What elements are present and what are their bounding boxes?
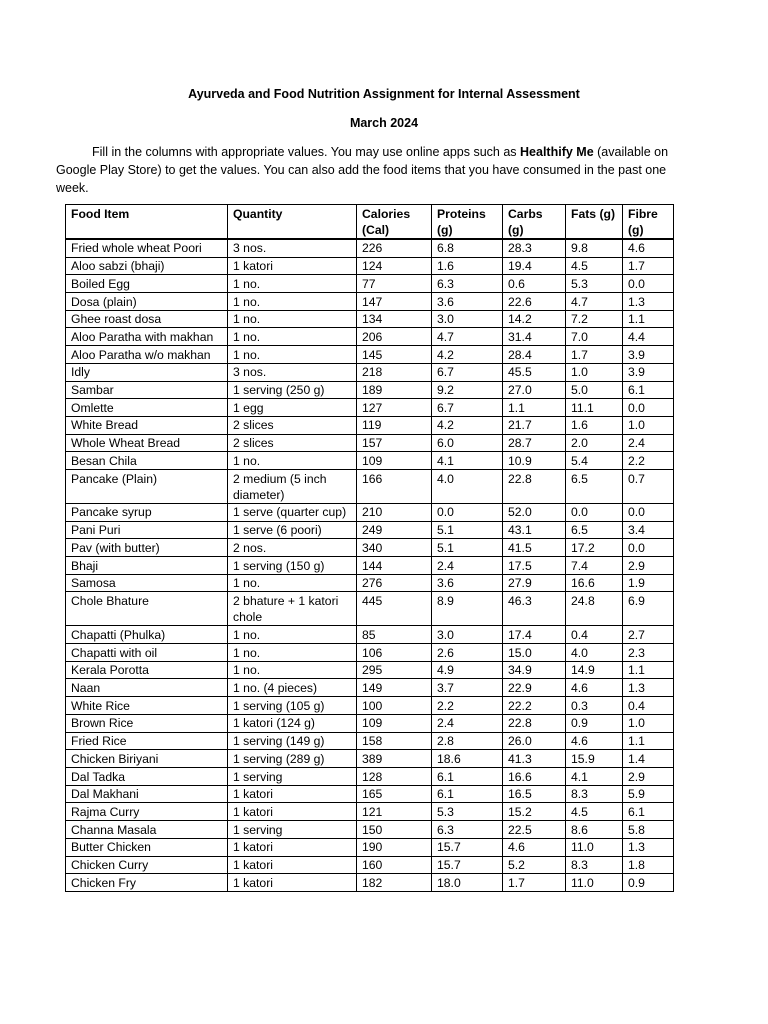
food-item-cell: Idly (66, 363, 228, 381)
fats-cell: 7.2 (566, 310, 623, 328)
fats-cell: 11.0 (566, 874, 623, 892)
proteins-cell: 2.8 (432, 732, 503, 750)
fibre-cell: 1.0 (623, 416, 674, 434)
food-item-cell: Kerala Porotta (66, 661, 228, 679)
quantity-cell: 1 no. (228, 452, 357, 470)
calories-cell: 149 (357, 679, 432, 697)
fats-cell: 9.8 (566, 239, 623, 257)
fibre-cell: 0.4 (623, 697, 674, 715)
table-row (66, 557, 674, 575)
fats-cell: 14.9 (566, 661, 623, 679)
quantity-cell: 1 serve (6 poori) (228, 521, 357, 539)
fats-cell: 1.0 (566, 363, 623, 381)
food-item-cell: White Rice (66, 697, 228, 715)
food-item-cell: Sambar (66, 381, 228, 399)
table-row (66, 644, 674, 662)
calories-cell: 147 (357, 293, 432, 311)
proteins-cell: 4.7 (432, 328, 503, 346)
carbs-cell: 15.0 (503, 644, 566, 662)
food-item-cell: Dosa (plain) (66, 293, 228, 311)
food-item-cell: Dal Makhani (66, 785, 228, 803)
carbs-cell: 21.7 (503, 416, 566, 434)
quantity-cell: 1 no. (228, 626, 357, 644)
calories-cell: 119 (357, 416, 432, 434)
carbs-cell: 27.0 (503, 381, 566, 399)
table-row (66, 293, 674, 311)
proteins-cell: 6.1 (432, 785, 503, 803)
calories-cell: 210 (357, 503, 432, 521)
table-row (66, 399, 674, 417)
calories-cell: 150 (357, 821, 432, 839)
proteins-cell: 6.0 (432, 434, 503, 452)
food-item-cell: Pav (with butter) (66, 539, 228, 557)
proteins-cell: 6.3 (432, 275, 503, 293)
table-row (66, 856, 674, 874)
instructions-text-start: Fill in the columns with appropriate values. You may use online apps such as (92, 145, 521, 159)
header-calories: Calories (Cal) (357, 205, 432, 239)
proteins-cell: 2.4 (432, 714, 503, 732)
instructions-text-end: (available on Google Play Store) to get the values. You can also add the food items that you have consumed in the past one week. (56, 145, 669, 195)
header-proteins: Proteins (g) (432, 205, 503, 239)
quantity-cell: 1 serving (150 g) (228, 557, 357, 575)
quantity-cell: 1 katori (228, 257, 357, 275)
calories-cell: 109 (357, 714, 432, 732)
calories-cell: 145 (357, 346, 432, 364)
fibre-cell: 6.1 (623, 803, 674, 821)
document-date: March 2024 (349, 116, 419, 130)
fats-cell: 0.3 (566, 697, 623, 715)
calories-cell: 109 (357, 452, 432, 470)
table-row (66, 470, 674, 504)
carbs-cell: 28.3 (503, 239, 566, 257)
proteins-cell: 1.6 (432, 257, 503, 275)
table-row (66, 679, 674, 697)
quantity-cell: 1 serving (105 g) (228, 697, 357, 715)
table-row (66, 539, 674, 557)
carbs-cell: 52.0 (503, 503, 566, 521)
proteins-cell: 3.0 (432, 310, 503, 328)
carbs-cell: 31.4 (503, 328, 566, 346)
calories-cell: 206 (357, 328, 432, 346)
quantity-cell: 3 nos. (228, 239, 357, 257)
quantity-cell: 1 serve (quarter cup) (228, 503, 357, 521)
fats-cell: 6.5 (566, 521, 623, 539)
table-row (66, 239, 674, 257)
fibre-cell: 1.9 (623, 574, 674, 592)
fibre-cell: 0.0 (623, 399, 674, 417)
calories-cell: 389 (357, 750, 432, 768)
calories-cell: 218 (357, 363, 432, 381)
quantity-cell: 1 katori (228, 856, 357, 874)
fats-cell: 4.6 (566, 679, 623, 697)
table-row (66, 257, 674, 275)
calories-cell: 127 (357, 399, 432, 417)
fibre-cell: 1.1 (623, 310, 674, 328)
header-quantity: Quantity (228, 205, 357, 239)
quantity-cell: 3 nos. (228, 363, 357, 381)
carbs-cell: 5.2 (503, 856, 566, 874)
fibre-cell: 0.0 (623, 539, 674, 557)
table-row (66, 661, 674, 679)
fats-cell: 11.1 (566, 399, 623, 417)
food-item-cell: Fried Rice (66, 732, 228, 750)
fibre-cell: 0.0 (623, 275, 674, 293)
quantity-cell: 1 serving (149 g) (228, 732, 357, 750)
table-row (66, 714, 674, 732)
calories-cell: 85 (357, 626, 432, 644)
proteins-cell: 2.2 (432, 697, 503, 715)
quantity-cell: 1 katori (228, 874, 357, 892)
table-row (66, 310, 674, 328)
calories-cell: 121 (357, 803, 432, 821)
table-body (66, 239, 674, 892)
carbs-cell: 22.9 (503, 679, 566, 697)
carbs-cell: 1.1 (503, 399, 566, 417)
calories-cell: 189 (357, 381, 432, 399)
carbs-cell: 41.3 (503, 750, 566, 768)
carbs-cell: 46.3 (503, 592, 566, 626)
fats-cell: 4.1 (566, 768, 623, 786)
table-row (66, 838, 674, 856)
fats-cell: 8.6 (566, 821, 623, 839)
fats-cell: 8.3 (566, 785, 623, 803)
carbs-cell: 1.7 (503, 874, 566, 892)
proteins-cell: 5.1 (432, 521, 503, 539)
carbs-cell: 43.1 (503, 521, 566, 539)
fibre-cell: 1.0 (623, 714, 674, 732)
fibre-cell: 3.9 (623, 346, 674, 364)
table-header-row (66, 205, 674, 239)
food-item-cell: Chole Bhature (66, 592, 228, 626)
quantity-cell: 2 slices (228, 416, 357, 434)
fats-cell: 1.7 (566, 346, 623, 364)
food-item-cell: Fried whole wheat Poori (66, 239, 228, 257)
carbs-cell: 27.9 (503, 574, 566, 592)
proteins-cell: 4.9 (432, 661, 503, 679)
fats-cell: 4.5 (566, 803, 623, 821)
food-item-cell: Rajma Curry (66, 803, 228, 821)
fibre-cell: 2.9 (623, 557, 674, 575)
quantity-cell: 1 no. (228, 310, 357, 328)
fats-cell: 4.7 (566, 293, 623, 311)
app-name-highlight: Healthify Me (520, 145, 594, 159)
calories-cell: 445 (357, 592, 432, 626)
quantity-cell: 1 no. (228, 346, 357, 364)
proteins-cell: 8.9 (432, 592, 503, 626)
quantity-cell: 1 no. (228, 574, 357, 592)
food-item-cell: Bhaji (66, 557, 228, 575)
food-item-cell: Pancake (Plain) (66, 470, 228, 504)
table-row (66, 328, 674, 346)
fats-cell: 16.6 (566, 574, 623, 592)
proteins-cell: 6.3 (432, 821, 503, 839)
food-item-cell: Chicken Fry (66, 874, 228, 892)
proteins-cell: 3.0 (432, 626, 503, 644)
fibre-cell: 2.4 (623, 434, 674, 452)
fats-cell: 24.8 (566, 592, 623, 626)
table-row (66, 750, 674, 768)
quantity-cell: 1 serving (228, 768, 357, 786)
proteins-cell: 2.6 (432, 644, 503, 662)
fibre-cell: 1.1 (623, 732, 674, 750)
calories-cell: 165 (357, 785, 432, 803)
header-carbs: Carbs (g) (503, 205, 566, 239)
fibre-cell: 5.9 (623, 785, 674, 803)
fats-cell: 15.9 (566, 750, 623, 768)
calories-cell: 166 (357, 470, 432, 504)
fibre-cell: 2.3 (623, 644, 674, 662)
proteins-cell: 6.1 (432, 768, 503, 786)
calories-cell: 190 (357, 838, 432, 856)
table-row (66, 821, 674, 839)
proteins-cell: 18.6 (432, 750, 503, 768)
quantity-cell: 1 no. (228, 328, 357, 346)
proteins-cell: 4.1 (432, 452, 503, 470)
proteins-cell: 18.0 (432, 874, 503, 892)
instructions-paragraph (56, 143, 676, 197)
table-row (66, 434, 674, 452)
calories-cell: 77 (357, 275, 432, 293)
table-row (66, 381, 674, 399)
calories-cell: 128 (357, 768, 432, 786)
proteins-cell: 2.4 (432, 557, 503, 575)
proteins-cell: 4.2 (432, 416, 503, 434)
carbs-cell: 22.5 (503, 821, 566, 839)
carbs-cell: 16.6 (503, 768, 566, 786)
food-item-cell: Samosa (66, 574, 228, 592)
quantity-cell: 1 no. (228, 661, 357, 679)
table-row (66, 275, 674, 293)
calories-cell: 134 (357, 310, 432, 328)
calories-cell: 340 (357, 539, 432, 557)
calories-cell: 100 (357, 697, 432, 715)
fats-cell: 11.0 (566, 838, 623, 856)
carbs-cell: 45.5 (503, 363, 566, 381)
food-item-cell: Omlette (66, 399, 228, 417)
carbs-cell: 22.8 (503, 714, 566, 732)
fats-cell: 2.0 (566, 434, 623, 452)
header-food-item: Food Item (66, 205, 228, 239)
quantity-cell: 1 katori (228, 803, 357, 821)
calories-cell: 182 (357, 874, 432, 892)
carbs-cell: 28.7 (503, 434, 566, 452)
quantity-cell: 1 katori (124 g) (228, 714, 357, 732)
carbs-cell: 26.0 (503, 732, 566, 750)
food-item-cell: Whole Wheat Bread (66, 434, 228, 452)
food-item-cell: Chapatti with oil (66, 644, 228, 662)
proteins-cell: 5.3 (432, 803, 503, 821)
fibre-cell: 1.3 (623, 293, 674, 311)
quantity-cell: 1 katori (228, 838, 357, 856)
calories-cell: 144 (357, 557, 432, 575)
food-item-cell: Pancake syrup (66, 503, 228, 521)
table-row (66, 785, 674, 803)
fibre-cell: 3.9 (623, 363, 674, 381)
fibre-cell: 2.2 (623, 452, 674, 470)
calories-cell: 295 (357, 661, 432, 679)
fibre-cell: 2.9 (623, 768, 674, 786)
table-row (66, 416, 674, 434)
fats-cell: 8.3 (566, 856, 623, 874)
fibre-cell: 1.8 (623, 856, 674, 874)
proteins-cell: 0.0 (432, 503, 503, 521)
calories-cell: 157 (357, 434, 432, 452)
proteins-cell: 5.1 (432, 539, 503, 557)
food-item-cell: Boiled Egg (66, 275, 228, 293)
quantity-cell: 2 nos. (228, 539, 357, 557)
food-item-cell: Besan Chila (66, 452, 228, 470)
calories-cell: 276 (357, 574, 432, 592)
proteins-cell: 4.0 (432, 470, 503, 504)
table-row (66, 574, 674, 592)
food-item-cell: Chicken Biriyani (66, 750, 228, 768)
food-item-cell: Naan (66, 679, 228, 697)
quantity-cell: 1 no. (228, 644, 357, 662)
fibre-cell: 4.4 (623, 328, 674, 346)
carbs-cell: 10.9 (503, 452, 566, 470)
header-fats: Fats (g) (566, 205, 623, 239)
carbs-cell: 0.6 (503, 275, 566, 293)
calories-cell: 160 (357, 856, 432, 874)
food-item-cell: Ghee roast dosa (66, 310, 228, 328)
food-item-cell: Channa Masala (66, 821, 228, 839)
carbs-cell: 22.8 (503, 470, 566, 504)
carbs-cell: 41.5 (503, 539, 566, 557)
food-item-cell: Aloo Paratha with makhan (66, 328, 228, 346)
carbs-cell: 19.4 (503, 257, 566, 275)
fibre-cell: 1.1 (623, 661, 674, 679)
proteins-cell: 15.7 (432, 856, 503, 874)
quantity-cell: 1 serving (289 g) (228, 750, 357, 768)
calories-cell: 226 (357, 239, 432, 257)
quantity-cell: 1 serving (228, 821, 357, 839)
document-title: Ayurveda and Food Nutrition Assignment for Internal Assessment (188, 87, 580, 101)
fats-cell: 0.9 (566, 714, 623, 732)
proteins-cell: 6.7 (432, 363, 503, 381)
table-row (66, 452, 674, 470)
table-row (66, 874, 674, 892)
food-item-cell: Chapatti (Phulka) (66, 626, 228, 644)
food-item-cell: Aloo Paratha w/o makhan (66, 346, 228, 364)
fibre-cell: 2.7 (623, 626, 674, 644)
calories-cell: 124 (357, 257, 432, 275)
quantity-cell: 1 serving (250 g) (228, 381, 357, 399)
carbs-cell: 16.5 (503, 785, 566, 803)
table-row (66, 363, 674, 381)
table-row (66, 503, 674, 521)
food-item-cell: White Bread (66, 416, 228, 434)
fats-cell: 4.6 (566, 732, 623, 750)
proteins-cell: 6.8 (432, 239, 503, 257)
fats-cell: 4.5 (566, 257, 623, 275)
fats-cell: 4.0 (566, 644, 623, 662)
proteins-cell: 3.6 (432, 293, 503, 311)
quantity-cell: 2 slices (228, 434, 357, 452)
carbs-cell: 17.4 (503, 626, 566, 644)
fats-cell: 5.0 (566, 381, 623, 399)
proteins-cell: 6.7 (432, 399, 503, 417)
fibre-cell: 6.1 (623, 381, 674, 399)
fibre-cell: 1.4 (623, 750, 674, 768)
header-fibre: Fibre (g) (623, 205, 674, 239)
food-item-cell: Butter Chicken (66, 838, 228, 856)
fats-cell: 17.2 (566, 539, 623, 557)
fats-cell: 5.4 (566, 452, 623, 470)
proteins-cell: 3.6 (432, 574, 503, 592)
carbs-cell: 17.5 (503, 557, 566, 575)
quantity-cell: 1 no. (228, 275, 357, 293)
carbs-cell: 4.6 (503, 838, 566, 856)
fibre-cell: 4.6 (623, 239, 674, 257)
table-row (66, 803, 674, 821)
calories-cell: 106 (357, 644, 432, 662)
fats-cell: 1.6 (566, 416, 623, 434)
food-item-cell: Dal Tadka (66, 768, 228, 786)
quantity-cell: 1 egg (228, 399, 357, 417)
table-row (66, 521, 674, 539)
carbs-cell: 22.6 (503, 293, 566, 311)
food-item-cell: Pani Puri (66, 521, 228, 539)
carbs-cell: 34.9 (503, 661, 566, 679)
quantity-cell: 1 katori (228, 785, 357, 803)
carbs-cell: 22.2 (503, 697, 566, 715)
proteins-cell: 4.2 (432, 346, 503, 364)
fibre-cell: 6.9 (623, 592, 674, 626)
calories-cell: 158 (357, 732, 432, 750)
carbs-cell: 14.2 (503, 310, 566, 328)
table-row (66, 732, 674, 750)
carbs-cell: 28.4 (503, 346, 566, 364)
fibre-cell: 0.0 (623, 503, 674, 521)
food-item-cell: Brown Rice (66, 714, 228, 732)
fats-cell: 0.4 (566, 626, 623, 644)
calories-cell: 249 (357, 521, 432, 539)
table-row (66, 346, 674, 364)
fibre-cell: 5.8 (623, 821, 674, 839)
fats-cell: 0.0 (566, 503, 623, 521)
food-item-cell: Aloo sabzi (bhaji) (66, 257, 228, 275)
fats-cell: 5.3 (566, 275, 623, 293)
table-row (66, 592, 674, 626)
table-row (66, 697, 674, 715)
proteins-cell: 15.7 (432, 838, 503, 856)
quantity-cell: 1 no. (228, 293, 357, 311)
fibre-cell: 0.7 (623, 470, 674, 504)
fibre-cell: 1.3 (623, 679, 674, 697)
proteins-cell: 3.7 (432, 679, 503, 697)
nutrition-table (65, 204, 674, 892)
fats-cell: 7.0 (566, 328, 623, 346)
quantity-cell: 2 bhature + 1 katori chole (228, 592, 357, 626)
carbs-cell: 15.2 (503, 803, 566, 821)
food-item-cell: Chicken Curry (66, 856, 228, 874)
fibre-cell: 0.9 (623, 874, 674, 892)
quantity-cell: 2 medium (5 inch diameter) (228, 470, 357, 504)
quantity-cell: 1 no. (4 pieces) (228, 679, 357, 697)
fats-cell: 6.5 (566, 470, 623, 504)
proteins-cell: 9.2 (432, 381, 503, 399)
table-row (66, 626, 674, 644)
fats-cell: 7.4 (566, 557, 623, 575)
fibre-cell: 1.3 (623, 838, 674, 856)
fibre-cell: 1.7 (623, 257, 674, 275)
table-row (66, 768, 674, 786)
fibre-cell: 3.4 (623, 521, 674, 539)
